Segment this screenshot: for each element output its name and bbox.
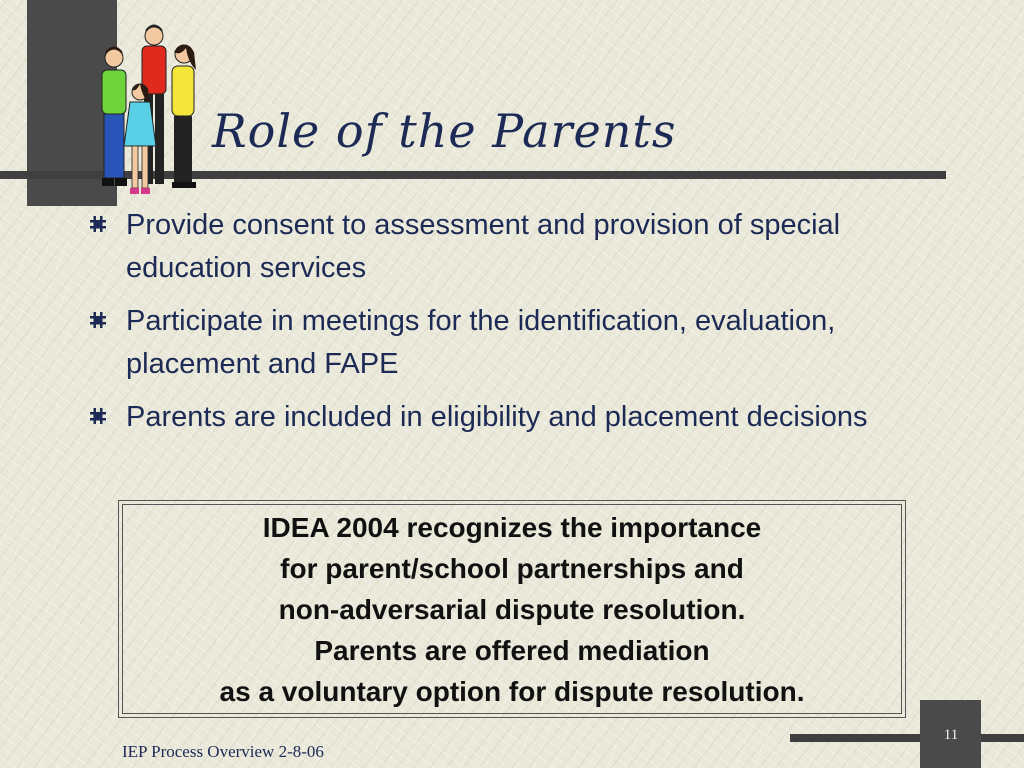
callout-line: Parents are offered mediation bbox=[314, 634, 710, 666]
family-clipart bbox=[92, 22, 210, 198]
callout-line: as a voluntary option for dispute resolution. bbox=[219, 675, 805, 707]
hash-square-bullet-icon bbox=[90, 312, 106, 328]
bottom-rule bbox=[790, 734, 1024, 742]
slide-title: Role of the Parents bbox=[212, 104, 677, 158]
bullet-text: Parents are included in eligibility and placement decisions bbox=[126, 401, 868, 433]
idea-callout-text bbox=[220, 507, 805, 712]
footer-text: IEP Process Overview 2-8-06 bbox=[122, 742, 324, 761]
bullet-text: Provide consent to assessment and provision of special education services bbox=[126, 209, 841, 284]
callout-line: for parent/school partnerships and bbox=[280, 552, 744, 584]
bullet-text: Participate in meetings for the identification, evaluation, placement and FAPE bbox=[126, 305, 836, 380]
hash-square-bullet-icon bbox=[90, 216, 106, 232]
list-item bbox=[90, 300, 930, 386]
list-item bbox=[90, 204, 930, 290]
hash-square-bullet-icon bbox=[90, 408, 106, 424]
callout-line: non-adversarial dispute resolution. bbox=[278, 593, 746, 625]
page-number: 11 bbox=[943, 727, 959, 743]
idea-callout-box bbox=[118, 500, 906, 718]
callout-line: IDEA 2004 recognizes the importance bbox=[262, 511, 762, 543]
list-item bbox=[90, 396, 930, 439]
bullet-list bbox=[90, 204, 930, 449]
